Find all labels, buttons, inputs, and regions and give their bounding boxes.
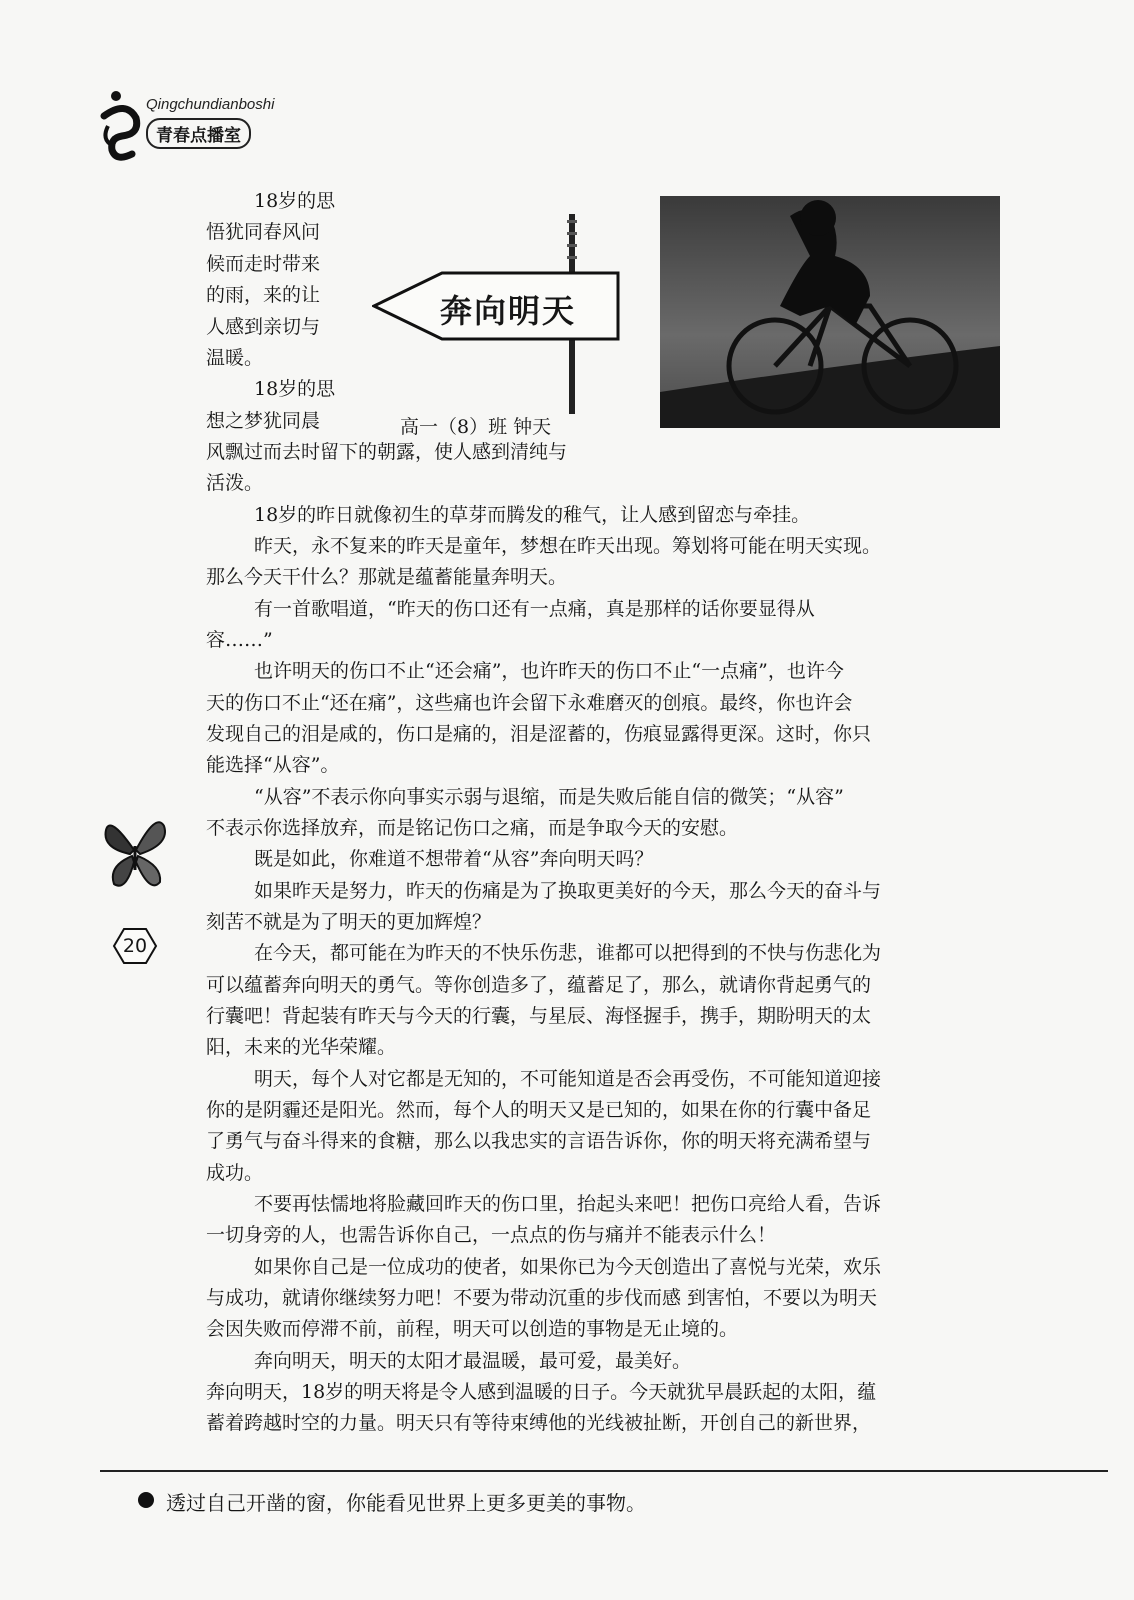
text-line: 刻苦不就是为了明天的更加辉煌？	[206, 911, 492, 933]
text-line: 悟犹同春风问	[206, 221, 321, 243]
text-line: 与成功，就请你继续努力吧！不要为带动沉重的步伐而感 到害怕，不要以为明天	[206, 1287, 878, 1309]
cyclist-photo	[660, 196, 1000, 428]
butterfly-icon	[100, 810, 170, 895]
text-line: 容……”	[206, 629, 273, 651]
text-line: 候而走时带来	[206, 253, 321, 275]
text-line: 18岁的思	[254, 378, 336, 400]
text-line: 阳，未来的光华荣耀。	[206, 1036, 397, 1058]
text-line: 能选择“从容”。	[206, 754, 340, 776]
article-byline: 高一（8）班 钟天	[400, 416, 552, 438]
text-line: 昨天，永不复来的昨天是童年，梦想在昨天出现。筹划将可能在明天实现。	[254, 535, 882, 557]
text-line: 不要再怯懦地将脸藏回昨天的伤口里，抬起头来吧！把伤口亮给人看，告诉	[254, 1193, 882, 1215]
text-line: 如果你自己是一位成功的使者，如果你已为今天创造出了喜悦与光荣，欢乐	[254, 1256, 882, 1278]
section-pinyin: Qingchundianboshi	[146, 96, 275, 113]
text-line: 有一首歌唱道，“昨天的伤口还有一点痛，真是那样的话你要显得从	[254, 598, 815, 620]
text-line: 想之梦犹同晨	[206, 410, 321, 432]
text-line: 温暖。	[206, 347, 264, 369]
text-line: 也许明天的伤口不止“还会痛”，也许昨天的伤口不止“一点痛”，也许今	[254, 660, 844, 682]
article-title: 奔向明天	[440, 292, 577, 330]
text-line: 那么今天干什么？那就是蕴蓄能量奔明天。	[206, 566, 568, 588]
text-line: 发现自己的泪是咸的，伤口是痛的，泪是涩蓄的，伤痕显露得更深。这时，你只	[206, 723, 872, 745]
text-line: 不表示你选择放弃，而是铭记伤口之痛，而是争取今天的安慰。	[206, 817, 739, 839]
text-line: 人感到亲切与	[206, 316, 321, 338]
text-line: 活泼。	[206, 472, 264, 494]
footer-quote: 透过自己开凿的窗，你能看见世界上更多更美的事物。	[166, 1491, 646, 1515]
text-line: 既是如此，你难道不想带着“从容”奔向明天吗？	[254, 848, 654, 870]
text-line: 的雨，来的让	[206, 284, 321, 306]
page-number: 20	[122, 935, 148, 957]
text-line: 18岁的思	[254, 190, 336, 212]
text-line: 你的是阴霾还是阳光。然而，每个人的明天又是已知的，如果在你的行囊中备足	[206, 1099, 872, 1121]
text-line: 了勇气与奋斗得来的食糖，那么以我忠实的言语告诉你，你的明天将充满希望与	[206, 1130, 872, 1152]
text-line: 行囊吧！背起装有昨天与今天的行囊，与星辰、海怪握手，携手，期盼明天的太	[206, 1005, 872, 1027]
text-line: 成功。	[206, 1162, 264, 1184]
text-line: 在今天，都可能在为昨天的不快乐伤悲，谁都可以把得到的不快与伤悲化为	[254, 942, 882, 964]
footer-divider	[100, 1470, 1108, 1472]
text-line: 奔向明天，18岁的明天将是令人感到温暖的日子。今天就犹早晨跃起的太阳，蕴	[206, 1381, 877, 1403]
text-line: 一切身旁的人，也需告诉你自己，一点点的伤与痛并不能表示什么！	[206, 1224, 777, 1246]
text-line: 可以蕴蓄奔向明天的勇气。等你创造多了，蕴蓄足了，那么，就请你背起勇气的	[206, 974, 872, 996]
text-line: “从容”不表示你向事实示弱与退缩，而是失败后能自信的微笑；“从容”	[254, 786, 844, 808]
text-line: 天的伤口不止“还在痛”，这些痛也许会留下永难磨灭的创痕。最终，你也许会	[206, 692, 853, 714]
text-line: 明天，每个人对它都是无知的，不可能知道是否会再受伤，不可能知道迎接	[254, 1068, 882, 1090]
bullet-icon	[138, 1492, 154, 1508]
text-line: 如果昨天是努力，昨天的伤痛是为了换取更美好的今天，那么今天的奋斗与	[254, 880, 882, 902]
text-line: 会因失败而停滞不前，前程，明天可以创造的事物是无止境的。	[206, 1318, 739, 1340]
text-line: 风飘过而去时留下的朝露，使人感到清纯与	[206, 441, 568, 463]
section-title: 青春点播室	[146, 118, 251, 149]
text-line: 奔向明天，明天的太阳才最温暖，最可爱，最美好。	[254, 1350, 692, 1372]
text-line: 18岁的昨日就像初生的草芽而腾发的稚气，让人感到留恋与牵挂。	[254, 504, 811, 526]
text-line: 蓄着跨越时空的力量。明天只有等待束缚他的光线被扯断，开创自己的新世界，	[206, 1412, 872, 1434]
